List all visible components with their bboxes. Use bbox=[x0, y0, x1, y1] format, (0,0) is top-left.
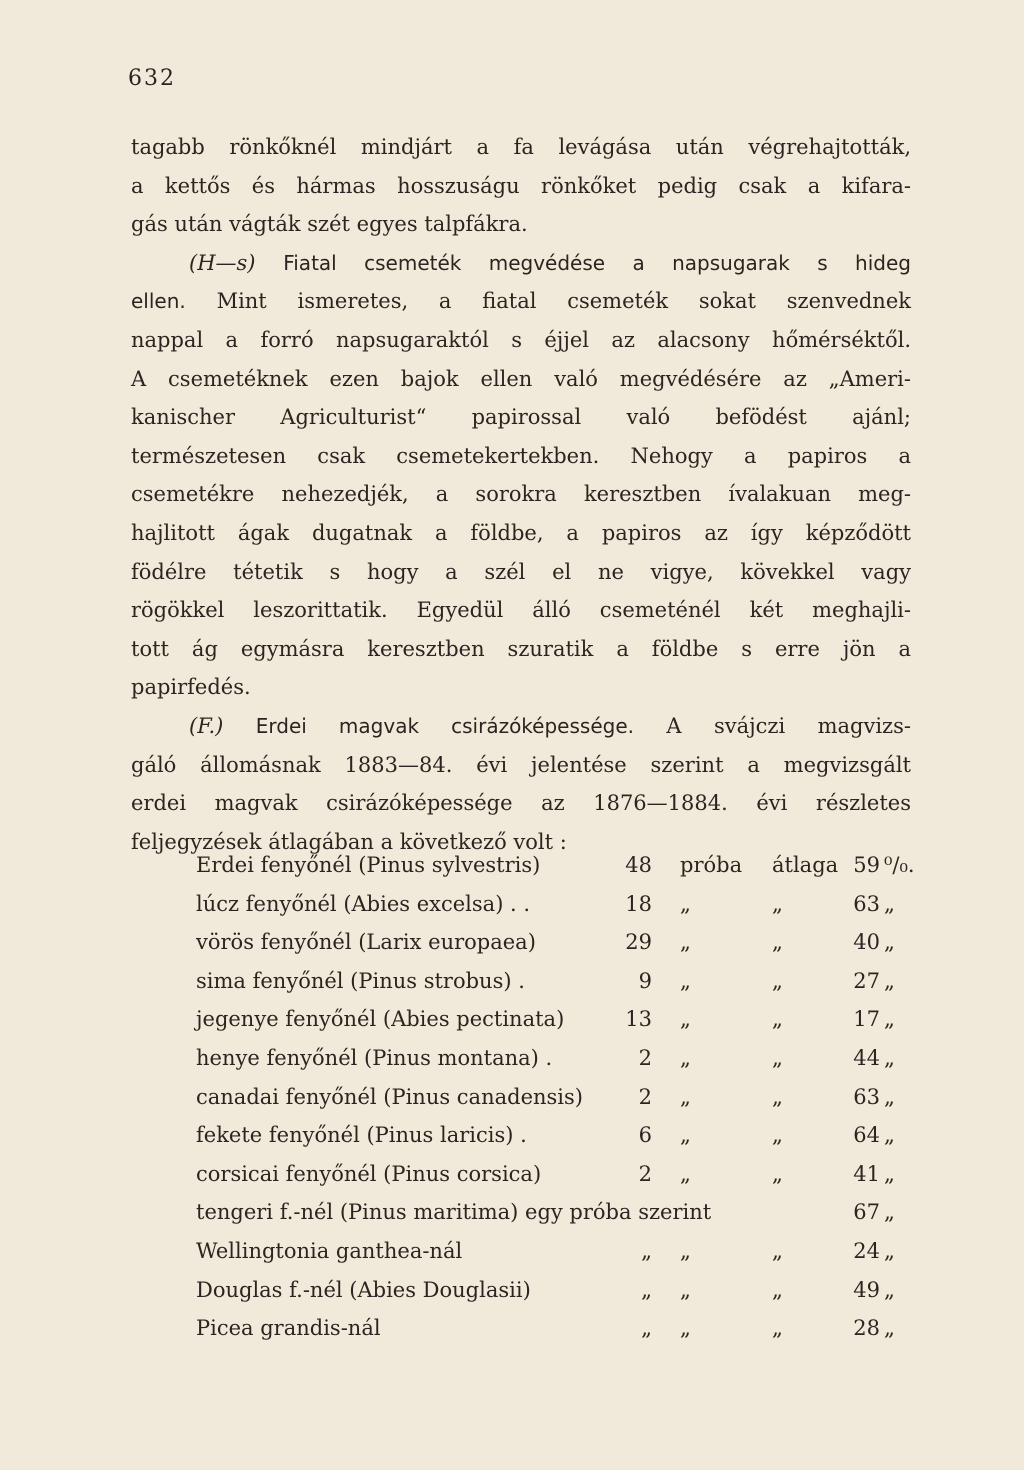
percent-unit: ⁰/₀. bbox=[884, 853, 915, 877]
germination-percent: 24 bbox=[853, 1238, 880, 1263]
column-2-value: „ bbox=[772, 1277, 783, 1302]
sample-count: „ bbox=[641, 1238, 652, 1263]
sample-count: 13 bbox=[625, 1007, 652, 1032]
germination-percent: 67 bbox=[853, 1200, 880, 1225]
column-1-value: „ bbox=[680, 930, 691, 955]
text-line: erdei magvak csirázóképessége az 1876—1884. évi részletes bbox=[131, 791, 911, 816]
column-2-value: „ bbox=[772, 1045, 783, 1070]
body-text bbox=[131, 128, 911, 861]
column-2-value: „ bbox=[772, 1007, 783, 1032]
column-1-value: „ bbox=[680, 1084, 691, 1109]
column-2-value: „ bbox=[772, 930, 783, 955]
column-2-value: „ bbox=[772, 1161, 783, 1186]
percent-unit: „ bbox=[884, 1238, 895, 1263]
column-1-value: „ bbox=[680, 1161, 691, 1186]
text-line: feljegyzések átlagában a következő volt : bbox=[131, 829, 567, 854]
percent-unit: „ bbox=[884, 930, 895, 955]
percent-unit: „ bbox=[884, 1161, 895, 1186]
table-row bbox=[132, 1039, 912, 1078]
sample-count: „ bbox=[641, 1277, 652, 1302]
percent-unit: „ bbox=[884, 1045, 895, 1070]
germination-percent: 40 bbox=[853, 930, 880, 955]
table-row bbox=[132, 1271, 912, 1310]
section-h-title: Fiatal csemeték megvédése a napsugarak s hideg bbox=[283, 250, 911, 275]
column-2-value: „ bbox=[772, 968, 783, 993]
germination-percent: 28 bbox=[853, 1316, 880, 1341]
table-row bbox=[132, 962, 912, 1001]
sample-count: 9 bbox=[638, 968, 652, 993]
text-line: tagabb rönkőknél mindjárt a fa levágása után végrehajtották, bbox=[131, 135, 911, 159]
table-row bbox=[132, 923, 912, 962]
species-name: canadai fenyőnél (Pinus canadensis) bbox=[196, 1084, 583, 1109]
species-name: Douglas f.-nél (Abies Douglasii) bbox=[196, 1277, 531, 1302]
sample-count: 2 bbox=[638, 1045, 652, 1070]
table-row bbox=[132, 1193, 912, 1232]
column-1-value: „ bbox=[680, 1007, 691, 1032]
table-row bbox=[132, 1309, 912, 1348]
column-2-value: „ bbox=[772, 891, 783, 916]
sample-count: „ bbox=[641, 1316, 652, 1341]
section-f-title: Erdei magvak csirázóképessége. bbox=[255, 713, 634, 738]
species-name: Wellingtonia ganthea-nál bbox=[196, 1238, 463, 1263]
section-h-title-end: ellen. bbox=[131, 289, 186, 314]
germination-percent: 27 bbox=[853, 968, 880, 993]
species-name: Picea grandis-nál bbox=[196, 1316, 381, 1341]
text-line: gáló állomásnak 1883—84. évi jelentése szerint a megvizsgált bbox=[131, 752, 911, 777]
text-line: a kettős és hármas hosszuságu rönkőket pedig csak a kifara- bbox=[131, 173, 911, 198]
table-row bbox=[132, 1116, 912, 1155]
species-name: vörös fenyőnél (Larix europaea) bbox=[196, 930, 536, 955]
percent-unit: „ bbox=[884, 1084, 895, 1109]
species-name: sima fenyőnél (Pinus strobus) . bbox=[196, 968, 525, 993]
section-h-label: (H—s) bbox=[189, 250, 256, 275]
text-line: papirfedés. bbox=[131, 675, 251, 700]
germination-percent: 63 bbox=[853, 891, 880, 916]
seed-germination-table bbox=[132, 846, 915, 1348]
species-name: Erdei fenyőnél (Pinus sylvestris) bbox=[196, 853, 541, 877]
column-1-value: „ bbox=[680, 968, 691, 993]
sample-count: 6 bbox=[638, 1123, 652, 1148]
text-line: rögökkel leszorittatik. Egyedül álló csemeténél két meghajli- bbox=[131, 598, 911, 623]
section-f-heading bbox=[131, 707, 911, 746]
text-line: A csemetéknek ezen bajok ellen való megvédésére az „Ameri- bbox=[131, 366, 911, 391]
sample-count: 48 bbox=[625, 853, 652, 877]
percent-unit: „ bbox=[884, 1123, 895, 1148]
table-row bbox=[132, 885, 912, 924]
text-line: tott ág egymásra keresztben szuratik a földbe s erre jön a bbox=[131, 636, 911, 661]
species-name: jegenye fenyőnél (Abies pectinata) bbox=[196, 1007, 565, 1032]
section-h-heading bbox=[131, 244, 911, 283]
species-name: henye fenyőnél (Pinus montana) . bbox=[196, 1045, 553, 1070]
percent-unit: „ bbox=[884, 1316, 895, 1341]
column-1-value: „ bbox=[680, 1123, 691, 1148]
percent-unit: „ bbox=[884, 1277, 895, 1302]
table-row bbox=[132, 1232, 912, 1271]
column-1-value: „ bbox=[680, 891, 691, 916]
germination-percent: 17 bbox=[853, 1007, 880, 1032]
column-1-value: „ bbox=[680, 1238, 691, 1263]
germination-percent: 63 bbox=[853, 1084, 880, 1109]
species-name: tengeri f.-nél (Pinus maritima) egy próba szerint bbox=[196, 1200, 712, 1225]
sample-count: 2 bbox=[638, 1161, 652, 1186]
percent-unit: „ bbox=[884, 1200, 895, 1225]
table-row bbox=[132, 1155, 912, 1194]
text-line: hajlitott ágak dugatnak a földbe, a papiros az így képződött bbox=[131, 520, 911, 545]
text-line: födélre tétetik s hogy a szél el ne vigye, kövekkel vagy bbox=[131, 559, 911, 584]
species-name: corsicai fenyőnél (Pinus corsica) bbox=[196, 1161, 542, 1186]
table-row bbox=[132, 1078, 912, 1117]
text-line bbox=[131, 282, 911, 321]
column-1-value: „ bbox=[680, 1045, 691, 1070]
text-fragment: Mint ismeretes, a fiatal csemeték sokat szenvednek bbox=[216, 289, 911, 314]
column-2-value: „ bbox=[772, 1084, 783, 1109]
table-row bbox=[132, 846, 915, 885]
column-1-value: próba bbox=[680, 853, 743, 877]
text-line: természetesen csak csemetekertekben. Nehogy a papiros a bbox=[131, 443, 911, 468]
text-line: gás után vágták szét egyes talpfákra. bbox=[131, 212, 528, 237]
percent-unit: „ bbox=[884, 891, 895, 916]
column-2-value: „ bbox=[772, 1238, 783, 1263]
column-1-value: „ bbox=[680, 1277, 691, 1302]
germination-percent: 49 bbox=[853, 1277, 880, 1302]
species-name: lúcz fenyőnél (Abies excelsa) . . bbox=[196, 891, 531, 916]
percent-unit: „ bbox=[884, 1007, 895, 1032]
sample-count: 29 bbox=[625, 930, 652, 955]
text-line: kanischer Agriculturist“ papirossal való befödést ajánl; bbox=[131, 405, 911, 430]
germination-percent: 41 bbox=[853, 1161, 880, 1186]
germination-percent: 59 bbox=[853, 853, 880, 877]
column-2-value: „ bbox=[772, 1123, 783, 1148]
germination-percent: 64 bbox=[853, 1123, 880, 1148]
column-1-value: „ bbox=[680, 1316, 691, 1341]
text-line: nappal a forró napsugaraktól s éjjel az alacsony hőmérséktől. bbox=[131, 327, 911, 352]
page-number: 632 bbox=[128, 66, 176, 91]
species-name: fekete fenyőnél (Pinus laricis) . bbox=[196, 1123, 527, 1148]
sample-count: 18 bbox=[625, 891, 652, 916]
table-row bbox=[132, 1000, 912, 1039]
section-f-label: (F.) bbox=[189, 713, 224, 738]
column-2-value: átlaga bbox=[772, 853, 839, 877]
text-fragment: A svájczi magvizs- bbox=[666, 713, 911, 738]
text-line: csemetékre nehezedjék, a sorokra keresztben ívalakuan meg- bbox=[131, 482, 911, 507]
germination-percent: 44 bbox=[853, 1045, 880, 1070]
sample-count: 2 bbox=[638, 1084, 652, 1109]
column-2-value: „ bbox=[772, 1316, 783, 1341]
percent-unit: „ bbox=[884, 968, 895, 993]
